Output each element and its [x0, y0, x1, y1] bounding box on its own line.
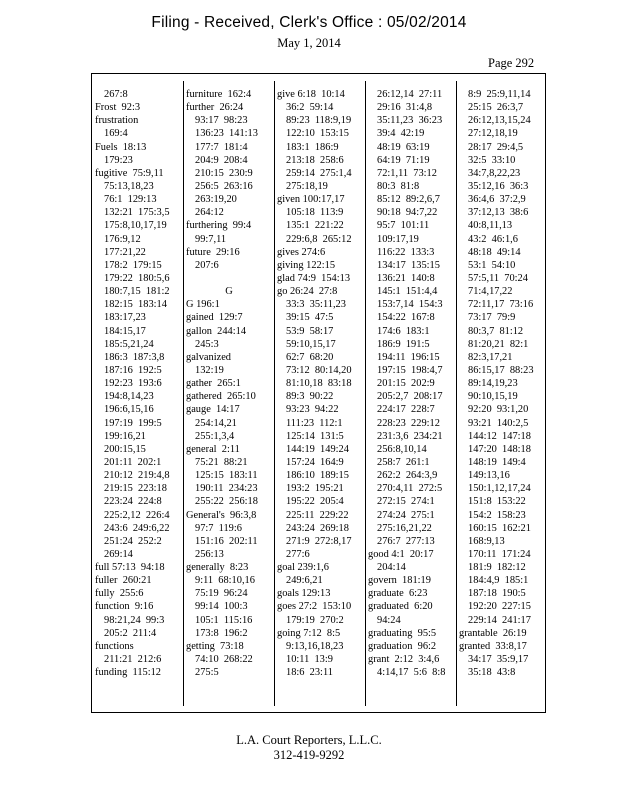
- index-continuation-line: 173:8 196:2: [195, 627, 248, 639]
- index-continuation-line: 225:11 229:22: [286, 509, 349, 521]
- index-continuation-line: 243:24 269:18: [286, 522, 349, 534]
- index-continuation-line: 274:24 275:1: [377, 509, 435, 521]
- index-entry: give 6:18 10:14: [277, 89, 345, 100]
- index-entry: gives 274:6: [277, 246, 326, 258]
- index-continuation-line: 258:7 261:1: [377, 456, 430, 468]
- index-continuation-line: 275:16,21,22: [377, 522, 432, 534]
- index-continuation-line: 59:10,15,17: [286, 338, 336, 350]
- index-continuation-line: 256:8,10,14: [377, 443, 427, 455]
- index-column-3: [277, 88, 363, 704]
- index-continuation-line: 223:24 224:8: [104, 496, 162, 508]
- index-continuation-line: 184:4,9 185:1: [468, 575, 529, 587]
- index-continuation-line: 205:2,7 208:17: [377, 391, 443, 403]
- index-continuation-line: 76:1 129:13: [104, 194, 157, 206]
- index-continuation-line: 98:21,24 99:3: [104, 614, 165, 626]
- index-entry: glad 74:9 154:13: [277, 272, 351, 284]
- index-continuation-line: 186:10 189:15: [286, 470, 349, 482]
- index-continuation-line: 175:8,10,17,19: [104, 220, 167, 232]
- index-entry: go 26:24 27:8: [277, 286, 338, 298]
- index-continuation-line: 72:1,11 73:12: [377, 167, 437, 179]
- index-continuation-line: 39:4 42:19: [377, 128, 425, 140]
- index-entry: graduation 96:2: [368, 640, 437, 652]
- index-continuation-line: 255:22 256:18: [195, 496, 258, 508]
- index-continuation-line: 95:7 101:11: [377, 220, 430, 232]
- index-continuation-line: 34:7,8,22,23: [468, 167, 521, 179]
- index-continuation-line: 75:21 88:21: [195, 456, 248, 468]
- index-entry: graduate 6:23: [368, 588, 428, 600]
- index-continuation-line: 183:1 186:9: [286, 141, 339, 153]
- index-continuation-line: 229:6,8 265:12: [286, 233, 352, 245]
- index-continuation-line: 93:23 94:22: [286, 404, 339, 416]
- index-continuation-line: 29:16 31:4,8: [377, 102, 433, 114]
- index-continuation-line: 154:2 158:23: [468, 509, 526, 521]
- index-continuation-line: 272:15 274:1: [377, 496, 435, 508]
- index-continuation-line: 148:19 149:4: [468, 456, 526, 468]
- index-continuation-line: 185:5,21,24: [104, 338, 154, 350]
- index-continuation-line: 35:11,23 36:23: [377, 115, 443, 127]
- index-continuation-line: 90:10,15,19: [468, 391, 518, 403]
- index-continuation-line: 57:5,11 70:24: [468, 272, 528, 284]
- index-continuation-line: 105:18 113:9: [286, 207, 344, 219]
- index-entry: further 26:24: [186, 102, 244, 114]
- index-continuation-line: 136:23 141:13: [195, 128, 258, 140]
- page-number: Page 292: [488, 56, 535, 70]
- court-reporter-phone: 312-419-9292: [273, 748, 345, 762]
- index-continuation-line: 132:19: [195, 364, 224, 376]
- index-continuation-line: 82:3,17,21: [468, 351, 513, 363]
- index-entry: graduated 6:20: [368, 601, 433, 613]
- index-continuation-line: 178:2 179:15: [104, 259, 162, 271]
- index-continuation-line: 276:7 277:13: [377, 535, 435, 547]
- index-continuation-line: 111:23 112:1: [286, 417, 343, 429]
- transcript-date: May 1, 2014: [277, 36, 341, 50]
- filing-stamp: Filing - Received, Clerk's Office : 05/02/2014: [151, 14, 467, 31]
- index-entry: furthering 99:4: [186, 220, 252, 232]
- index-continuation-line: 53:1 54:10: [468, 259, 516, 271]
- index-continuation-line: 53:9 58:17: [286, 325, 334, 337]
- index-continuation-line: 37:12,13 38:6: [468, 207, 529, 219]
- index-continuation-line: 39:15 47:5: [286, 312, 334, 324]
- index-entry: fully 255:6: [95, 588, 144, 600]
- index-continuation-line: 192:23 193:6: [104, 378, 162, 390]
- index-continuation-line: 267:8: [104, 89, 128, 100]
- index-entry: graduating 95:5: [368, 627, 437, 639]
- index-continuation-line: 213:18 258:6: [286, 154, 344, 166]
- index-entry: future 29:16: [186, 246, 240, 258]
- index-continuation-line: 8:9 25:9,11,14: [468, 89, 531, 100]
- index-continuation-line: 116:22 133:3: [377, 246, 435, 258]
- index-continuation-line: 245:3: [195, 338, 219, 350]
- index-continuation-line: 251:24 252:2: [104, 535, 162, 547]
- index-continuation-line: 109:17,19: [377, 233, 419, 245]
- index-continuation-line: 256:13: [195, 548, 224, 560]
- index-continuation-line: 271:9 272:8,17: [286, 535, 352, 547]
- index-entry: General's 96:3,8: [186, 509, 257, 521]
- index-continuation-line: 231:3,6 234:21: [377, 430, 443, 442]
- index-continuation-line: 270:4,11 272:5: [377, 483, 443, 495]
- index-continuation-line: 197:19 199:5: [104, 417, 162, 429]
- index-continuation-line: 229:14 241:17: [468, 614, 531, 626]
- index-entry: fuller 260:21: [95, 575, 152, 587]
- index-entry: grant 2:12 3:4,6: [368, 654, 440, 666]
- index-continuation-line: 177:7 181:4: [195, 141, 248, 153]
- index-continuation-line: 149:13,16: [468, 470, 510, 482]
- index-continuation-line: 64:19 71:19: [377, 154, 430, 166]
- index-continuation-line: 168:9,13: [468, 535, 505, 547]
- index-continuation-line: 179:23: [104, 154, 133, 166]
- index-continuation-line: 33:3 35:11,23: [286, 299, 346, 311]
- index-continuation-line: 40:8,11,13: [468, 220, 513, 232]
- index-continuation-line: 9:13,16,18,23: [286, 640, 344, 652]
- column-divider: [274, 81, 275, 706]
- index-column-4: [368, 88, 454, 704]
- index-continuation-line: 193:2 195:21: [286, 483, 344, 495]
- index-continuation-line: 204:9 208:4: [195, 154, 248, 166]
- index-entry: granted 33:8,17: [459, 640, 527, 652]
- index-continuation-line: 43:2 46:1,6: [468, 233, 518, 245]
- index-continuation-line: 150:1,12,17,24: [468, 483, 531, 495]
- index-continuation-line: 207:6: [195, 259, 219, 271]
- index-continuation-line: 200:15,15: [104, 443, 146, 455]
- index-entry: Frost 92:3: [95, 102, 141, 114]
- index-continuation-line: 145:1 151:4,4: [377, 286, 438, 298]
- index-continuation-line: 170:11 171:24: [468, 548, 531, 560]
- index-column-2: [186, 88, 272, 704]
- index-letter-heading: G: [225, 286, 233, 298]
- index-continuation-line: 73:12 80:14,20: [286, 364, 352, 376]
- index-continuation-line: 90:18 94:7,22: [377, 207, 438, 219]
- index-entry: given 100:17,17: [277, 194, 345, 206]
- index-continuation-line: 157:24 164:9: [286, 456, 344, 468]
- index-continuation-line: 125:15 183:11: [195, 470, 258, 482]
- index-entry: gauge 14:17: [186, 404, 240, 416]
- word-index-table: [91, 73, 546, 713]
- index-continuation-line: 89:14,19,23: [468, 378, 518, 390]
- column-divider: [365, 81, 366, 706]
- index-continuation-line: 48:19 63:19: [377, 141, 430, 153]
- index-continuation-line: 275:18,19: [286, 180, 328, 192]
- index-continuation-line: 262:2 264:3,9: [377, 470, 438, 482]
- index-continuation-line: 92:20 93:1,20: [468, 404, 529, 416]
- index-entry: govern 181:19: [368, 575, 431, 587]
- index-continuation-line: 256:5 263:16: [195, 180, 253, 192]
- index-continuation-line: 263:19,20: [195, 194, 237, 206]
- index-continuation-line: 144:12 147:18: [468, 430, 531, 442]
- index-continuation-line: 94:24: [377, 614, 401, 626]
- index-continuation-line: 169:4: [104, 128, 128, 140]
- index-entry: functions: [95, 640, 134, 652]
- index-entry: gather 265:1: [186, 378, 241, 390]
- index-column-5: [459, 88, 545, 704]
- index-entry: grantable 26:19: [459, 627, 527, 639]
- index-continuation-line: 144:19 149:24: [286, 443, 349, 455]
- column-divider: [183, 81, 184, 706]
- court-reporter-name: L.A. Court Reporters, L.L.C.: [236, 733, 382, 747]
- index-entry: furniture 162:4: [186, 89, 252, 100]
- index-continuation-line: 177:21,22: [104, 246, 146, 258]
- index-continuation-line: 264:12: [195, 207, 224, 219]
- index-continuation-line: 224:17 228:7: [377, 404, 435, 416]
- index-continuation-line: 277:6: [286, 548, 310, 560]
- index-continuation-line: 187:18 190:5: [468, 588, 526, 600]
- index-continuation-line: 201:11 202:1: [104, 456, 162, 468]
- index-continuation-line: 93:17 98:23: [195, 115, 248, 127]
- index-continuation-line: 269:14: [104, 548, 133, 560]
- index-continuation-line: 72:11,17 73:16: [468, 299, 534, 311]
- index-continuation-line: 197:15 198:4,7: [377, 364, 443, 376]
- index-continuation-line: 201:15 202:9: [377, 378, 435, 390]
- index-continuation-line: 194:8,14,23: [104, 391, 154, 403]
- index-entry: fugitive 75:9,11: [95, 167, 164, 179]
- index-continuation-line: 151:8 153:22: [468, 496, 526, 508]
- index-continuation-line: 180:7,15 181:2: [104, 286, 170, 298]
- index-continuation-line: 99:7,11: [195, 233, 227, 245]
- index-column-1: [95, 88, 181, 704]
- index-continuation-line: 62:7 68:20: [286, 351, 334, 363]
- index-continuation-line: 86:15,17 88:23: [468, 364, 534, 376]
- index-continuation-line: 122:10 153:15: [286, 128, 349, 140]
- index-continuation-line: 125:14 131:5: [286, 430, 344, 442]
- index-entry: gathered 265:10: [186, 391, 256, 403]
- index-entry: galvanized: [186, 351, 232, 363]
- index-continuation-line: 210:15 230:9: [195, 167, 253, 179]
- index-continuation-line: 135:1 221:22: [286, 220, 344, 232]
- index-continuation-line: 132:21 175:3,5: [104, 207, 170, 219]
- index-continuation-line: 195:22 205:4: [286, 496, 344, 508]
- index-entry: good 4:1 20:17: [368, 548, 434, 560]
- index-continuation-line: 219:15 223:18: [104, 483, 167, 495]
- index-continuation-line: 187:16 192:5: [104, 364, 162, 376]
- index-continuation-line: 243:6 249:6,22: [104, 522, 170, 534]
- column-divider: [456, 81, 457, 706]
- index-continuation-line: 35:12,16 36:3: [468, 180, 529, 192]
- index-continuation-line: 73:17 79:9: [468, 312, 516, 324]
- index-continuation-line: 160:15 162:21: [468, 522, 531, 534]
- index-entry: gained 129:7: [186, 312, 243, 324]
- index-continuation-line: 35:18 43:8: [468, 667, 516, 679]
- index-continuation-line: 186:3 187:3,8: [104, 351, 165, 363]
- index-continuation-line: 254:14,21: [195, 417, 237, 429]
- index-continuation-line: 211:21 212:6: [104, 654, 162, 666]
- index-continuation-line: 26:12,14 27:11: [377, 89, 443, 100]
- index-entry: function 9:16: [95, 601, 154, 613]
- index-continuation-line: 89:3 90:22: [286, 391, 334, 403]
- index-entry: goals 129:13: [277, 588, 331, 600]
- index-entry: Fuels 18:13: [95, 141, 147, 153]
- index-continuation-line: 34:17 35:9,17: [468, 654, 529, 666]
- index-continuation-line: 32:5 33:10: [468, 154, 516, 166]
- index-continuation-line: 186:9 191:5: [377, 338, 430, 350]
- index-continuation-line: 184:15,17: [104, 325, 146, 337]
- index-continuation-line: 228:23 229:12: [377, 417, 440, 429]
- index-entry: funding 115:12: [95, 667, 161, 679]
- index-entry: general 2:11: [186, 443, 240, 455]
- index-continuation-line: 181:9 182:12: [468, 562, 526, 574]
- index-continuation-line: 85:12 89:2,6,7: [377, 194, 440, 206]
- index-continuation-line: 80:3 81:8: [377, 180, 420, 192]
- index-entry: G 196:1: [186, 299, 220, 311]
- index-entry: goal 239:1,6: [277, 562, 329, 574]
- index-entry: gallon 244:14: [186, 325, 247, 337]
- index-entry: getting 73:18: [186, 640, 244, 652]
- index-continuation-line: 182:15 183:14: [104, 299, 167, 311]
- index-continuation-line: 179:22 180:5,6: [104, 272, 170, 284]
- index-continuation-line: 196:6,15,16: [104, 404, 154, 416]
- index-continuation-line: 10:11 13:9: [286, 654, 333, 666]
- index-continuation-line: 151:16 202:11: [195, 535, 258, 547]
- index-continuation-line: 199:16,21: [104, 430, 146, 442]
- index-continuation-line: 136:21 140:8: [377, 272, 435, 284]
- index-continuation-line: 249:6,21: [286, 575, 323, 587]
- index-continuation-line: 26:12,13,15,24: [468, 115, 531, 127]
- index-continuation-line: 134:17 135:15: [377, 259, 440, 271]
- index-continuation-line: 183:17,23: [104, 312, 146, 324]
- index-continuation-line: 99:14 100:3: [195, 601, 248, 613]
- index-continuation-line: 275:5: [195, 667, 219, 679]
- index-continuation-line: 93:21 140:2,5: [468, 417, 529, 429]
- index-continuation-line: 205:2 211:4: [104, 627, 157, 639]
- index-continuation-line: 192:20 227:15: [468, 601, 531, 613]
- index-continuation-line: 176:9,12: [104, 233, 141, 245]
- index-continuation-line: 74:10 268:22: [195, 654, 253, 666]
- index-continuation-line: 18:6 23:11: [286, 667, 333, 679]
- index-continuation-line: 204:14: [377, 562, 406, 574]
- index-entry: generally 8:23: [186, 562, 249, 574]
- index-continuation-line: 255:1,3,4: [195, 430, 235, 442]
- index-continuation-line: 71:4,17,22: [468, 286, 513, 298]
- index-continuation-line: 89:23 118:9,19: [286, 115, 352, 127]
- index-continuation-line: 48:18 49:14: [468, 246, 521, 258]
- index-continuation-line: 75:19 96:24: [195, 588, 248, 600]
- index-continuation-line: 210:12 219:4,8: [104, 470, 170, 482]
- index-continuation-line: 36:4,6 37:2,9: [468, 194, 526, 206]
- index-continuation-line: 225:2,12 226:4: [104, 509, 170, 521]
- index-continuation-line: 75:13,18,23: [104, 180, 154, 192]
- index-continuation-line: 81:20,21 82:1: [468, 338, 529, 350]
- index-continuation-line: 36:2 59:14: [286, 102, 334, 114]
- index-continuation-line: 194:11 196:15: [377, 351, 440, 363]
- index-entry: goes 27:2 153:10: [277, 601, 352, 613]
- index-entry: frustration: [95, 115, 139, 127]
- index-continuation-line: 174:6 183:1: [377, 325, 430, 337]
- index-entry: [186, 272, 272, 285]
- index-entry: going 7:12 8:5: [277, 627, 341, 639]
- index-continuation-line: 105:1 115:16: [195, 614, 253, 626]
- index-continuation-line: 80:3,7 81:12: [468, 325, 524, 337]
- index-continuation-line: 9:11 68:10,16: [195, 575, 255, 587]
- index-continuation-line: 27:12,18,19: [468, 128, 518, 140]
- index-continuation-line: 190:11 234:23: [195, 483, 258, 495]
- index-entry: full 57:13 94:18: [95, 562, 165, 574]
- index-continuation-line: 179:19 270:2: [286, 614, 344, 626]
- index-continuation-line: 154:22 167:8: [377, 312, 435, 324]
- index-continuation-line: 25:15 26:3,7: [468, 102, 524, 114]
- index-continuation-line: 28:17 29:4,5: [468, 141, 524, 153]
- index-continuation-line: 153:7,14 154:3: [377, 299, 443, 311]
- index-continuation-line: 147:20 148:18: [468, 443, 531, 455]
- index-continuation-line: 259:14 275:1,4: [286, 167, 352, 179]
- index-continuation-line: 97:7 119:6: [195, 522, 242, 534]
- index-continuation-line: 81:10,18 83:18: [286, 378, 352, 390]
- index-entry: giving 122:15: [277, 259, 336, 271]
- index-continuation-line: 4:14,17 5:6 8:8: [377, 667, 446, 679]
